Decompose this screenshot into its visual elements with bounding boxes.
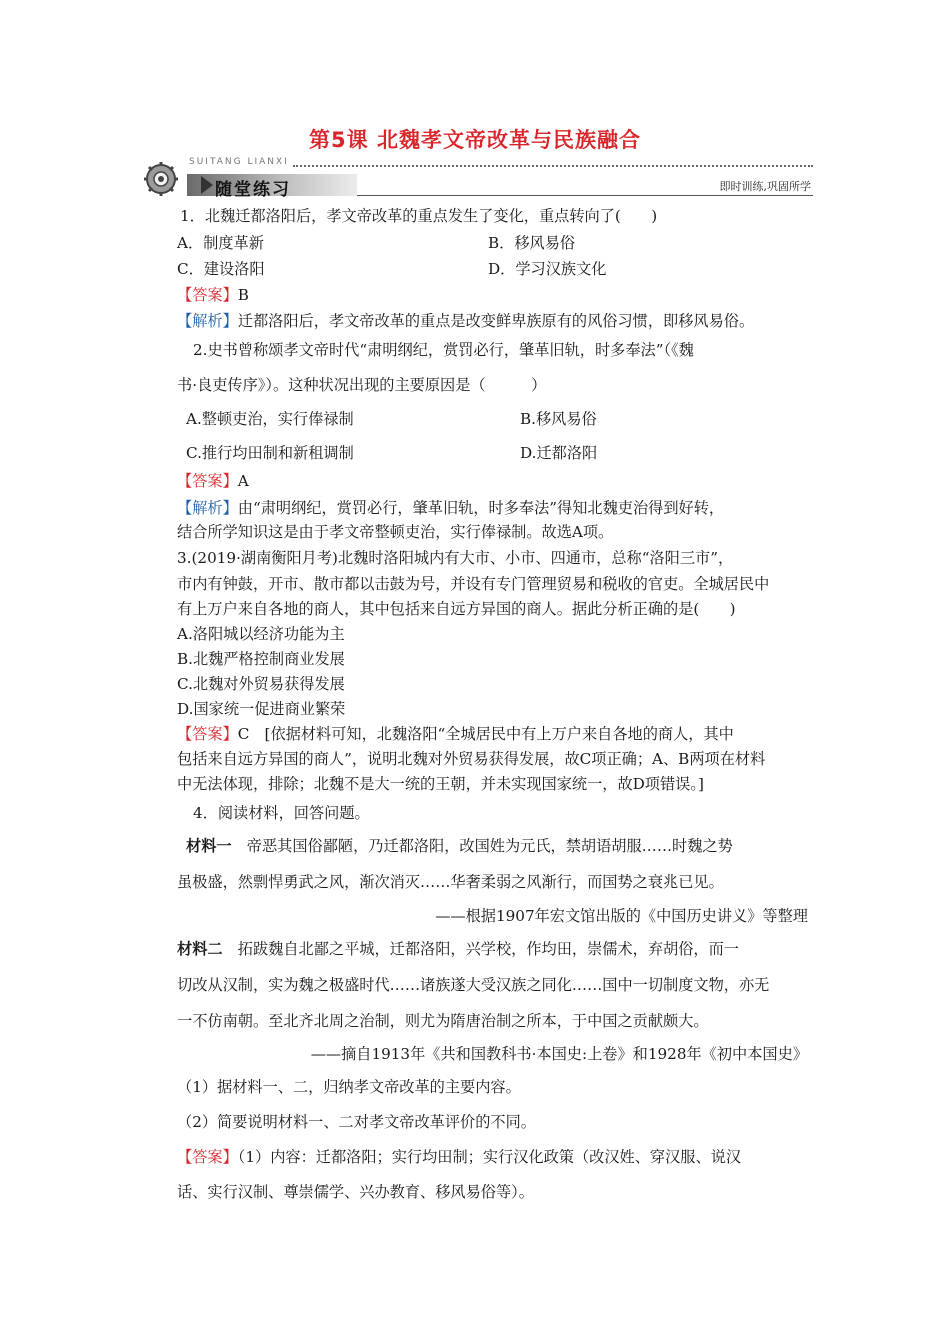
material-1-source: ——根据1907年宏文馆出版的《中国历史讲义》等整理 xyxy=(435,907,808,925)
q1-option-c: C．建设洛阳 xyxy=(177,260,265,278)
q2-option-a: A.整顿吏治，实行俸禄制 xyxy=(186,410,354,428)
material-2-text: 拓跋魏自北鄙之平城，迁都洛阳，兴学校，作均田，崇儒术，弃胡俗，而一 xyxy=(222,940,739,958)
material-2-label: 材料二 xyxy=(177,940,223,958)
arrow-right-icon xyxy=(201,176,213,194)
page-title: 第5课 北魏孝文帝改革与民族融合 xyxy=(309,128,641,152)
banner-tagline: 即时训练,巩固所学 xyxy=(719,180,811,193)
q3-option-c: C.北魏对外贸易获得发展 xyxy=(177,675,345,693)
q3-answer-line3: 中无法体现，排除；北魏不是大一统的王朝，并未实现国家统一，故D项错误。] xyxy=(177,775,704,793)
q2-option-b: B.移风易俗 xyxy=(520,410,597,428)
q2-option-d: D.迁都洛阳 xyxy=(520,444,598,462)
q1-explanation xyxy=(177,311,754,331)
q1-stem: 1．北魏迁都洛阳后，孝文帝改革的重点发生了变化，重点转向了( ) xyxy=(180,207,658,225)
q3-option-a: A.洛阳城以经济功能为主 xyxy=(177,625,345,643)
q2-answer-text: A xyxy=(237,472,249,490)
banner-pinyin: SUITANG LIANXI xyxy=(189,157,289,167)
q1-answer xyxy=(177,285,249,305)
q2-explanation-line1 xyxy=(177,498,724,518)
material-1-label: 材料一 xyxy=(186,837,232,855)
q3-answer-text: C [依据材料可知，北魏洛阳“全城居民中有上万户来自各地的商人，其中 xyxy=(237,725,734,743)
q2-stem-line2: 书·良吏传序》）。这种状况出现的主要原因是（ ） xyxy=(177,376,547,394)
q1-option-d: D．学习汉族文化 xyxy=(488,260,607,278)
q4-answer-line1 xyxy=(177,1147,741,1167)
q4-subquestion-1: （1）据材料一、二，归纳孝文帝改革的主要内容。 xyxy=(177,1078,521,1096)
q2-explanation-line2: 结合所学知识这是由于孝文帝整顿吏治，实行俸禄制。故选A项。 xyxy=(177,523,614,541)
q2-explain-text: 由“肃明纲纪，赏罚必行，肇革旧轨，时多奉法”得知北魏吏治得到好转， xyxy=(237,499,725,517)
answer-tag: 【答案】 xyxy=(177,286,238,304)
q3-option-b: B.北魏严格控制商业发展 xyxy=(177,650,345,668)
q3-stem-line3: 有上万户来自各地的商人，其中包括来自远方异国的商人。据此分析正确的是( ) xyxy=(177,600,736,618)
q2-answer xyxy=(177,471,249,491)
q2-stem-line1: 2.史书曾称颂孝文帝时代“肃明纲纪，赏罚必行，肇革旧轨，时多奉法”（《魏 xyxy=(193,341,694,359)
q1-option-a: A．制度革新 xyxy=(177,234,264,252)
banner-rule xyxy=(357,195,813,196)
q3-stem-line1: 3.(2019·湖南衡阳月考)北魏时洛阳城内有大市、小市、四通市，总称“洛阳三市”， xyxy=(177,549,734,567)
q4-answer-line2: 话、实行汉制、尊崇儒学、兴办教育、移风易俗等）。 xyxy=(177,1183,534,1201)
material-1-line1 xyxy=(186,836,733,856)
material-2-line1 xyxy=(177,939,739,959)
material-2-source: ——摘自1913年《共和国教科书·本国史:上卷》和1928年《初中本国史》 xyxy=(310,1045,808,1063)
explain-tag: 【解析】 xyxy=(177,312,238,330)
q2-option-c: C.推行均田制和新租调制 xyxy=(186,444,354,462)
answer-tag: 【答案】 xyxy=(177,472,238,490)
gear-icon xyxy=(143,160,183,198)
q1-answer-text: B xyxy=(237,286,249,304)
material-2-line2: 切改从汉制，实为魏之极盛时代……诸族遂大受汉族之同化……国中一切制度文物，亦无 xyxy=(177,976,770,994)
banner-label: 随堂练习 xyxy=(215,180,291,200)
answer-tag: 【答案】 xyxy=(177,725,238,743)
material-1-text: 帝恶其国俗鄙陋，乃迁都洛阳，改国姓为元氏，禁胡语胡服……时魏之势 xyxy=(231,837,733,855)
material-1-line2: 虽极盛，然剽悍勇武之风，渐次消灭……华奢柔弱之风渐行，而国势之衰兆已见。 xyxy=(177,873,724,891)
q1-explain-text: 迁都洛阳后，孝文帝改革的重点是改变鲜卑族原有的风俗习惯，即移风易俗。 xyxy=(237,312,755,330)
explain-tag: 【解析】 xyxy=(177,499,238,517)
material-2-line3: 一不仿南朝。至北齐北周之治制，则尤为隋唐治制之所本，于中国之贡献颇大。 xyxy=(177,1012,709,1030)
q4-subquestion-2: （2）简要说明材料一、二对孝文帝改革评价的不同。 xyxy=(177,1113,536,1131)
q4-stem: 4．阅读材料，回答问题。 xyxy=(193,804,370,822)
answer-tag: 【答案】 xyxy=(177,1148,238,1166)
q4-answer-text: （1）内容：迁都洛阳；实行均田制；实行汉化政策（改汉姓、穿汉服、说汉 xyxy=(237,1148,742,1166)
q3-answer-line1 xyxy=(177,724,734,744)
q3-stem-line2: 市内有钟鼓，开市、散市都以击鼓为号，并设有专门管理贸易和税收的官吏。全城居民中 xyxy=(177,575,770,593)
section-banner xyxy=(143,156,813,200)
banner-dotted-rule xyxy=(293,165,813,167)
q3-option-d: D.国家统一促进商业繁荣 xyxy=(177,700,346,718)
q1-option-b: B．移风易俗 xyxy=(488,234,576,252)
q3-answer-line2: 包括来自远方异国的商人”，说明北魏对外贸易获得发展，故C项正确；A、B两项在材料 xyxy=(177,750,766,768)
